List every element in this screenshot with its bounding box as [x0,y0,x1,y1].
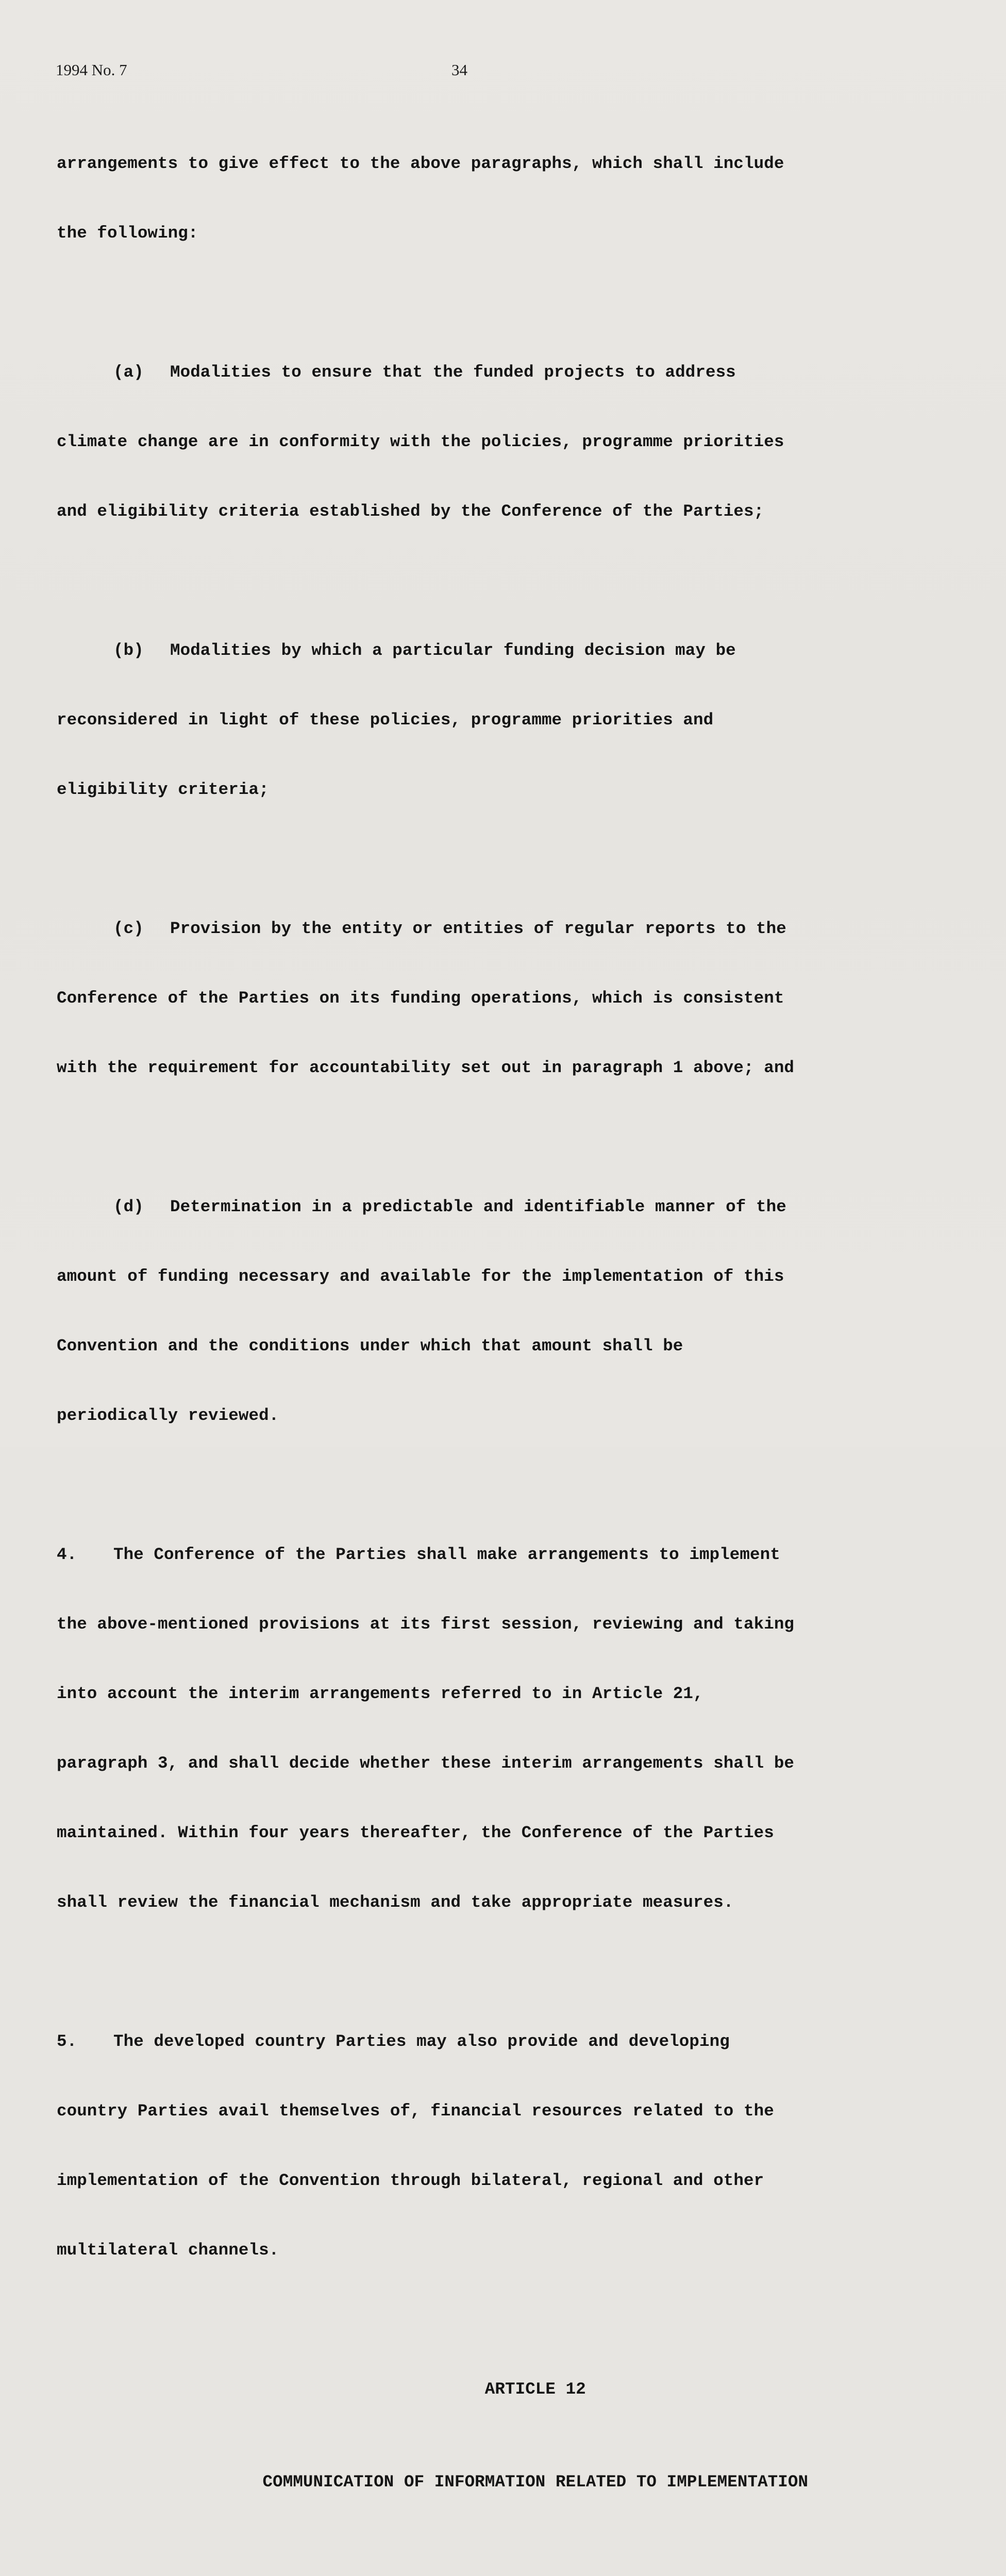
document-body [57,106,953,2576]
text-line: shall review the financial mechanism and take appropriate measures. [57,1893,734,1912]
text-line: paragraph 3, and shall decide whether these interim arrangements shall be [57,1754,795,1773]
subparagraph-d [57,1149,953,1473]
text-line: the above-mentioned provisions at its first session, reviewing and taking [57,1615,795,1634]
article12-paragraph-1 [57,2540,953,2576]
intro-paragraph [57,106,953,291]
text-line: arrangements to give effect to the above paragraphs, which shall include [57,154,784,173]
text-line: Modalities to ensure that the funded projects to address [170,363,736,382]
text-line: Determination in a predictable and identifiable manner of the [170,1197,786,1216]
paragraph-number: 4. [57,1545,77,1564]
text-line: maintained. Within four years thereafter, the Conference of the Parties [57,1823,774,1842]
text-line: country Parties avail themselves of, financial resources related to the [57,2102,774,2121]
text-line: amount of funding necessary and available for the implementation of this [57,1267,784,1286]
paragraph-4 [57,1497,953,1960]
subparagraph-label: (b) [113,641,144,660]
subparagraph-label: (d) [113,1197,144,1216]
text-line: into account the interim arrangements referred to in Article 21, [57,1684,703,1703]
paragraph-number: 5. [57,2032,77,2051]
article-heading [57,2354,953,2424]
subparagraph-b [57,592,953,848]
text-line: eligibility criteria; [57,780,269,799]
article-title [57,2447,953,2517]
subparagraph-label: (c) [113,919,144,938]
text-line: climate change are in conformity with the policies, programme priorities [57,432,784,451]
text-line: periodically reviewed. [57,1406,279,1425]
page-header [56,61,950,87]
paragraph-5 [57,1984,953,2308]
article-number: ARTICLE 12 [484,2380,586,2399]
subparagraph-c [57,871,953,1126]
text-line: Conference of the Parties on its funding operations, which is consistent [57,989,784,1008]
text-line: the following: [57,224,198,243]
text-line: The developed country Parties may also provide and developing [113,2032,730,2051]
text-line: Provision by the entity or entities of regular reports to the [170,919,786,938]
text-line: Convention and the conditions under which that amount shall be [57,1336,683,1355]
subparagraph-a [57,314,953,569]
text-line: implementation of the Convention through bilateral, regional and other [57,2171,764,2190]
text-line: reconsidered in light of these policies, programme priorities and [57,710,714,730]
article-title-text: COMMUNICATION OF INFORMATION RELATED TO IMPLEMENTATION [262,2472,809,2492]
text-line: Modalities by which a particular funding decision may be [170,641,736,660]
page-number: 34 [451,61,467,79]
text-line: multilateral channels. [57,2241,279,2260]
text-line: The Conference of the Parties shall make arrangements to implement [113,1545,780,1564]
series-number: 1994 No. 7 [56,61,127,79]
subparagraph-label: (a) [113,363,144,382]
text-line: with the requirement for accountability set out in paragraph 1 above; and [57,1058,795,1077]
text-line: and eligibility criteria established by the Conference of the Parties; [57,502,764,521]
